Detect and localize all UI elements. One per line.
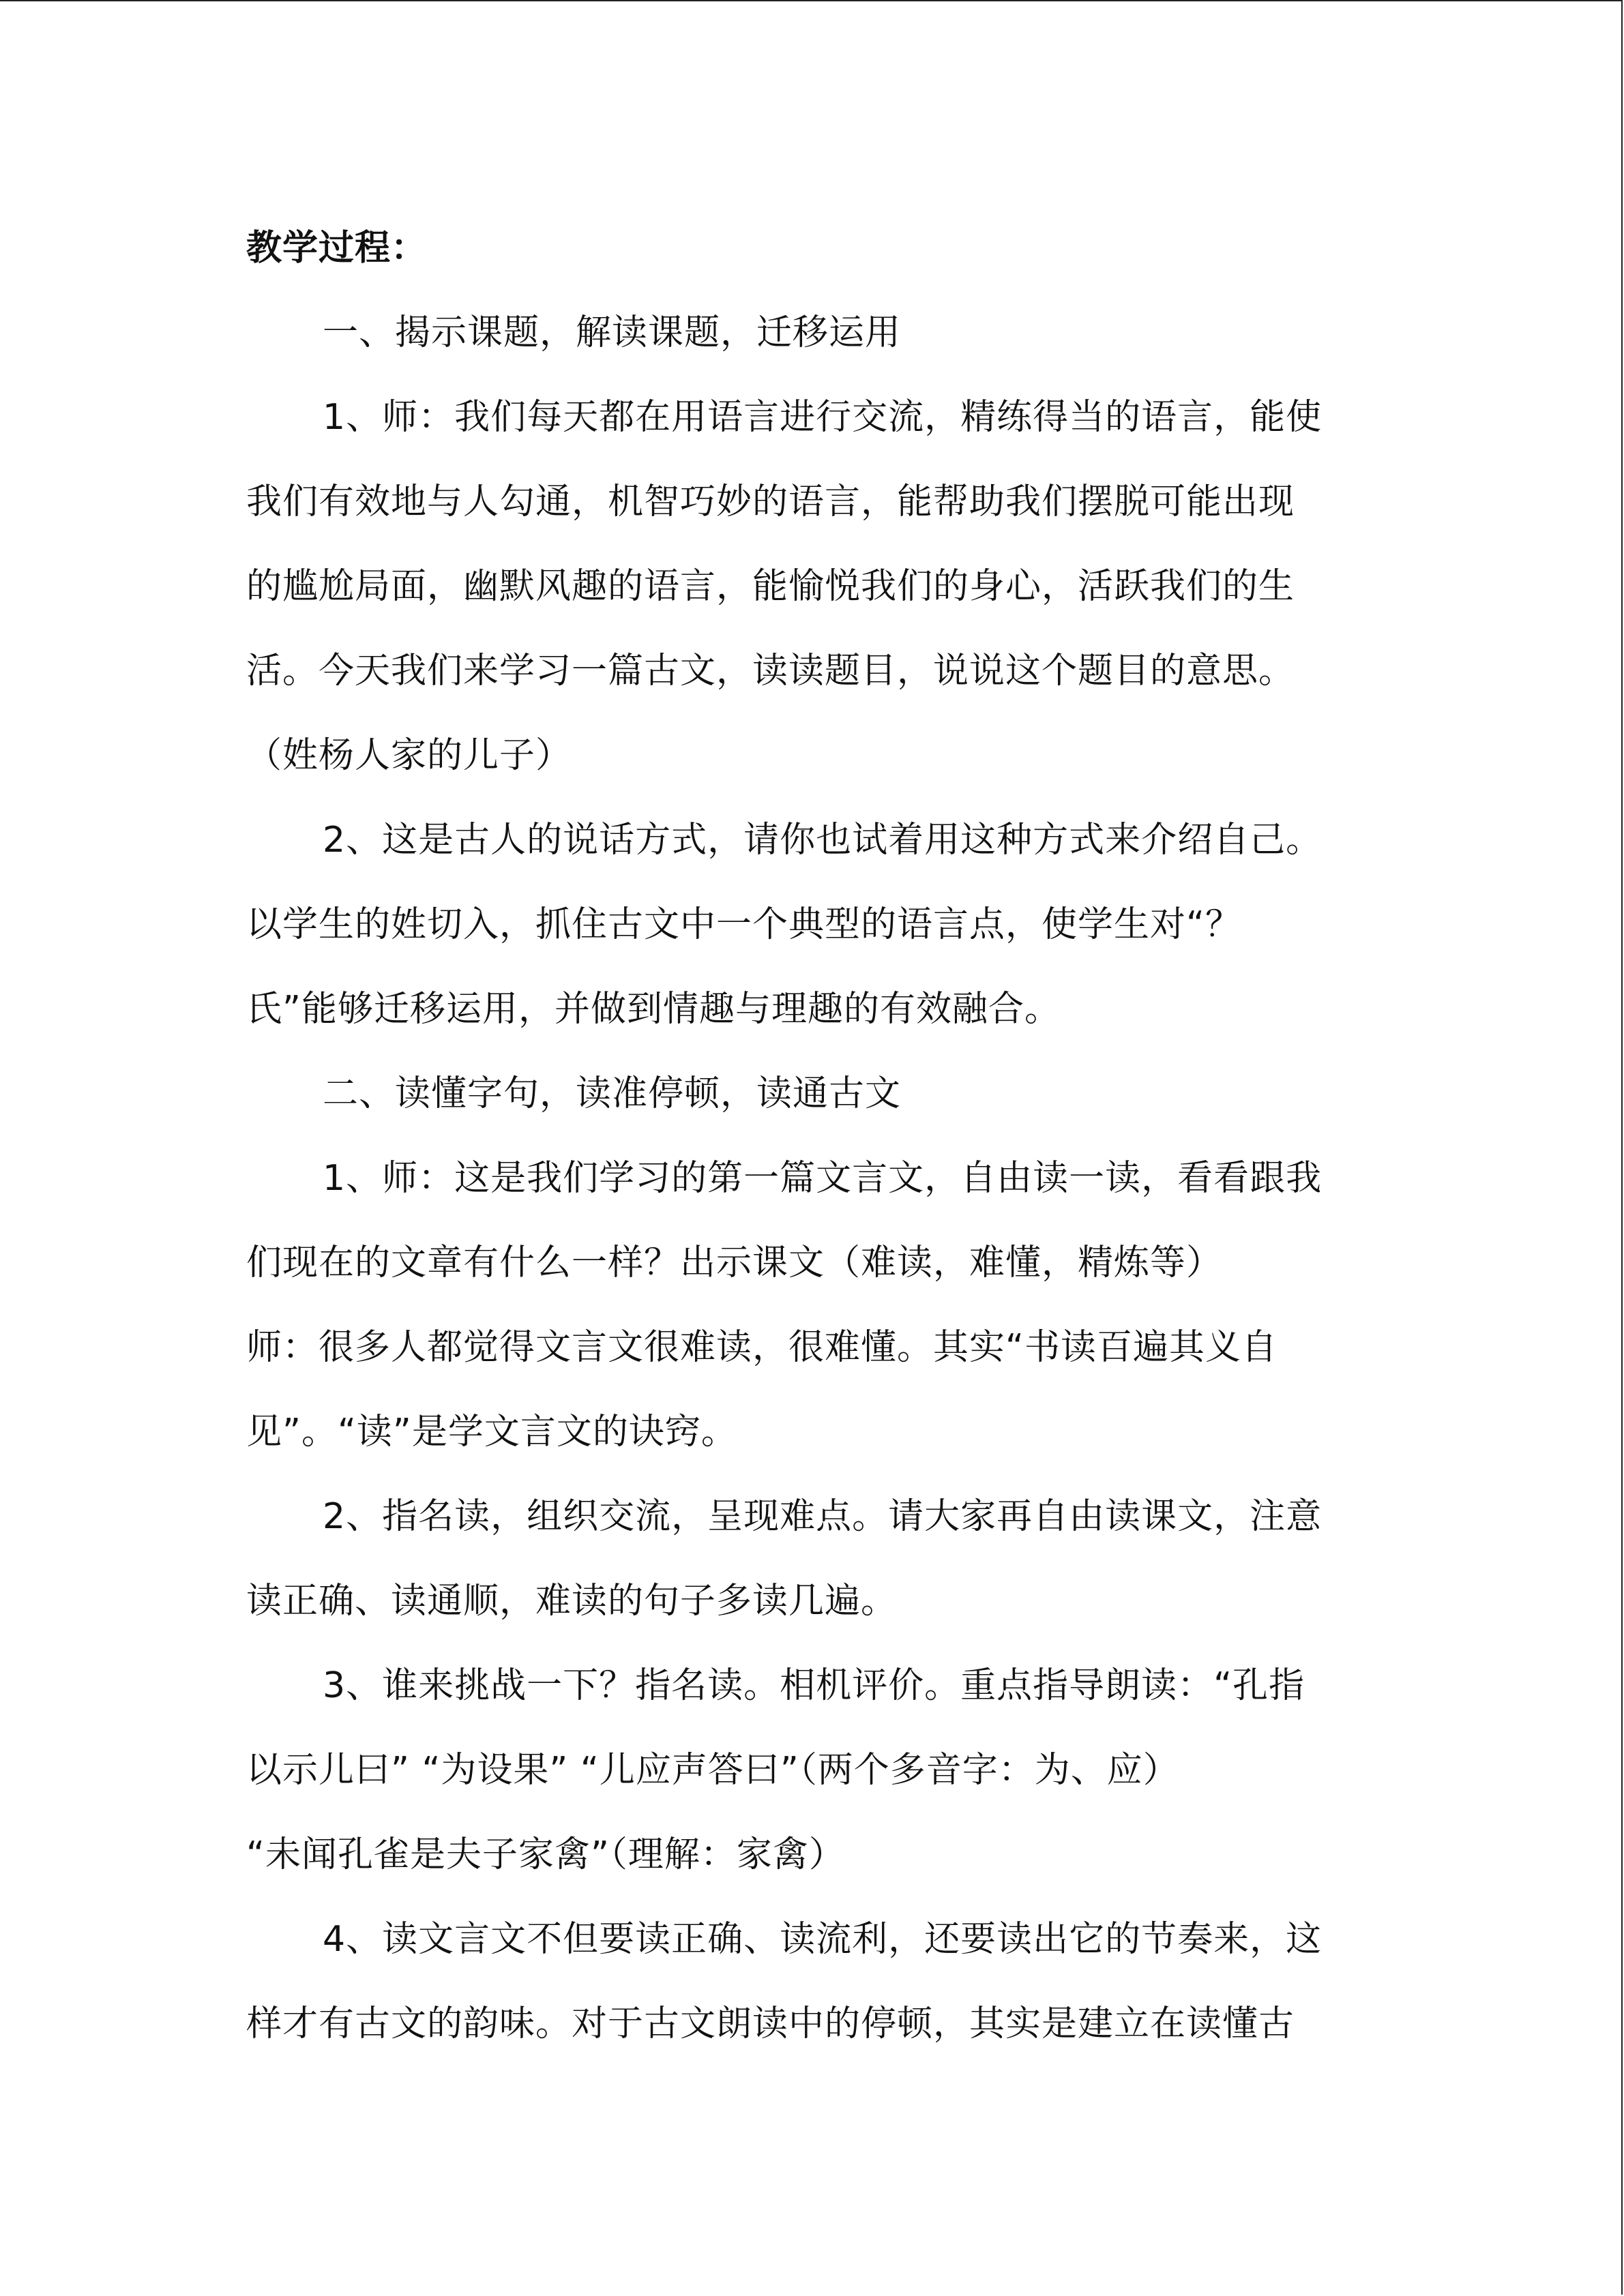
text-line: 1、师：这是我们学习的第一篇文言文，自由读一读，看看跟我 <box>323 1158 1323 1199</box>
text-line: 活。今天我们来学习一篇古文，读读题目，说说这个题目的意思。 <box>246 651 1295 691</box>
text-line: 们现在的文章有什么一样？出示课文（难读，难懂，精炼等） <box>246 1242 1223 1283</box>
text-line: 1、师：我们每天都在用语言进行交流，精练得当的语言，能使 <box>323 397 1323 438</box>
text-line: 2、这是古人的说话方式，请你也试着用这种方式来介绍自己。 <box>323 820 1323 861</box>
paragraph-lines <box>246 290 1378 2066</box>
text-line: 以学生的姓切入，抓住古文中一个典型的语言点，使学生对“？ <box>246 904 1241 945</box>
text-line: 2、指名读，组织交流，呈现难点。请大家再自由读课文，注意 <box>323 1496 1323 1537</box>
text-line: 以示儿曰” “为设果” “儿应声答曰”（两个多音字：为、应） <box>246 1750 1179 1791</box>
document-body <box>246 206 1378 2066</box>
text-line: 4、读文言文不但要读正确、读流利，还要读出它的节奏来，这 <box>323 1919 1323 1960</box>
text-line: 师：很多人都觉得文言文很难读，很难懂。其实“书读百遍其义自 <box>246 1327 1278 1368</box>
text-line: 二、读懂字句，读准停顿，读通古文 <box>323 1073 902 1114</box>
text-line: （姓杨人家的儿子） <box>246 735 572 776</box>
section-heading: 教学过程： <box>246 228 428 269</box>
text-line: 见”。“读”是学文言文的诀窍。 <box>246 1412 737 1452</box>
text-line: 氏”能够迁移运用，并做到情趣与理趣的有效融合。 <box>246 989 1061 1030</box>
text-line: 我们有效地与人勾通，机智巧妙的语言，能帮助我们摆脱可能出现 <box>246 481 1295 522</box>
text-line: 读正确、读通顺，难读的句子多读几遍。 <box>246 1581 898 1622</box>
text-line: 的尴尬局面，幽默风趣的语言，能愉悦我们的身心，活跃我们的生 <box>246 566 1295 607</box>
text-line: 一、揭示课题，解读课题，迁移运用 <box>323 312 902 353</box>
text-line: “未闻孔雀是夫子家禽”（理解：家禽） <box>246 1834 845 1875</box>
text-line: 3、谁来挑战一下？指名读。相机评价。重点指导朗读：“孔指 <box>323 1665 1305 1706</box>
text-line: 样才有古文的韵味。对于古文朗读中的停顿，其实是建立在读懂古 <box>246 2003 1295 2044</box>
